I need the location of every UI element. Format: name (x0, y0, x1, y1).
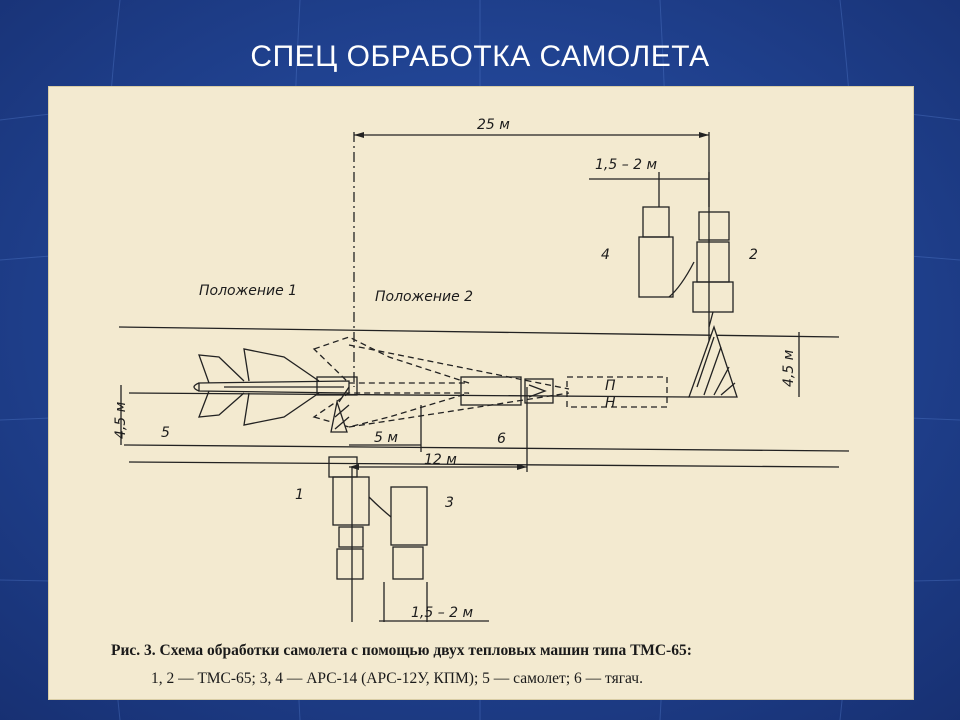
dimension-12m-line (129, 462, 839, 467)
dimension-base-line (124, 445, 849, 451)
label-number-4: 4 (601, 247, 610, 263)
figure-caption-line1: Рис. 3. Схема обработки самолета с помощью двух тепловых машин типа ТМС-65: (111, 642, 692, 659)
label-number-2: 2 (749, 247, 758, 263)
arrow-25m-left (354, 132, 364, 138)
position-2-label: Положение 2 (375, 289, 474, 305)
label-number-5: 5 (161, 425, 170, 441)
ars14-unit-3 (369, 487, 427, 579)
slide-title: СПЕЦ ОБРАБОТКА САМОЛЕТА (250, 40, 710, 73)
dim-12m-label: 12 м (424, 452, 457, 468)
label-letter-n: Н (605, 395, 616, 411)
tms65-unit-2 (689, 212, 737, 397)
position-1-label: Положение 1 (199, 283, 298, 299)
tractor-6 (461, 377, 553, 405)
label-letter-p: П (605, 378, 616, 394)
arrow-12m-left (349, 464, 359, 470)
dim-45-left-label: 4,5 м (113, 401, 129, 439)
label-number-3: 3 (445, 495, 454, 511)
trailer-dashed (567, 377, 667, 407)
aircraft-treatment-diagram (49, 87, 913, 699)
ars14-unit-4 (639, 207, 694, 297)
dim-45-right-label: 4,5 м (781, 349, 797, 387)
arrow-25m-right (699, 132, 709, 138)
ground-line-upper (119, 327, 839, 337)
aircraft-position-2 (314, 337, 569, 427)
aircraft-5 (194, 349, 349, 425)
tms65-unit-1 (329, 387, 369, 579)
dim-5m-label: 5 м (374, 430, 398, 446)
figure-caption-line2: 1, 2 — ТМС-65; 3, 4 — АРС-14 (АРС-12У, КПМ); 5 — самолет; 6 — тягач. (151, 670, 643, 687)
label-number-1: 1 (295, 487, 304, 503)
dim-25m-label: 25 м (477, 117, 510, 133)
diagram-sheet (48, 86, 914, 700)
dim-15-top-label: 1,5 – 2 м (595, 157, 658, 173)
label-number-6: 6 (497, 431, 506, 447)
dim-15-bottom-label: 1,5 – 2 м (411, 605, 474, 621)
